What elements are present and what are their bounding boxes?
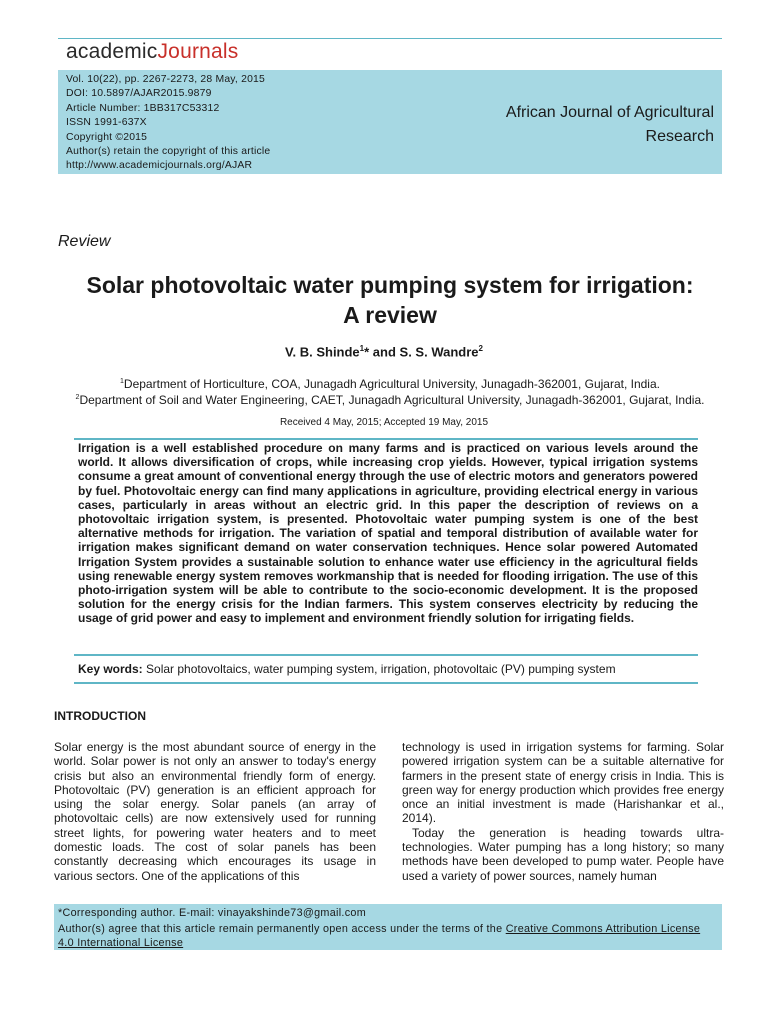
author-affil-sup: 2 bbox=[478, 344, 483, 353]
meta-url[interactable]: http://www.academicjournals.org/AJAR bbox=[66, 160, 253, 172]
corresponding-author-email: *Corresponding author. E-mail: vinayakshinde73@gmail.com bbox=[58, 907, 367, 919]
affiliation-1 bbox=[40, 375, 740, 391]
affiliation-sup: 1 bbox=[120, 378, 124, 385]
abstract-bottom-rule bbox=[74, 654, 698, 656]
affiliation-text: Department of Soil and Water Engineering, CAET, Junagadh Agricultural University, Junagadh-362001, Gujarat, India. bbox=[79, 393, 705, 407]
corresponding-star: * bbox=[364, 344, 370, 360]
affiliation-sup: 2 bbox=[75, 394, 80, 401]
license-link[interactable]: Creative Commons Attribution License 4.0 International License bbox=[58, 923, 701, 949]
paper-title-line2: A review bbox=[343, 302, 437, 328]
body-column-left bbox=[54, 740, 376, 883]
license-text: Author(s) agree that this article remain permanently open access under the terms of the bbox=[58, 923, 506, 935]
article-type: Review bbox=[58, 233, 111, 250]
journal-name bbox=[414, 101, 714, 149]
journal-name-line2: Research bbox=[645, 128, 714, 145]
body-column-right bbox=[402, 740, 724, 883]
keywords-list: Solar photovoltaics, water pumping system, irrigation, photovoltaic (PV) pumping system bbox=[142, 662, 616, 676]
body-paragraph: Solar energy is the most abundant source of energy in the world. Solar power is not only an answer to today's energy crisis but also an environmental friendly form of energy. Photovoltaic (PV) generation is an efficient approach for using the solar energy. Solar panels (an array of photovoltaic cells) are now extensively used for running street lights, for powering water heaters and to meet domestic loads. The cost of solar panels has been constantly decreasing which encourages its usage in various sectors. One of the applications of this bbox=[54, 740, 376, 883]
publisher-logo bbox=[66, 40, 238, 64]
author-name: V. B. Shinde bbox=[285, 344, 360, 360]
publisher-logo-journals: Journals bbox=[157, 40, 239, 63]
abstract-top-rule bbox=[74, 438, 698, 440]
author-name: S. S. Wandre bbox=[399, 344, 479, 360]
body-paragraph: technology is used in irrigation systems for farming. Solar powered irrigation system can be a suitable alternative for farmers in the present state of energy crisis in India. This is green way for energy production which provides free energy once an initial investment is made (Harishankar et al., 2014). bbox=[402, 740, 724, 826]
meta-doi: DOI: 10.5897/AJAR2015.9879 bbox=[66, 88, 212, 100]
author-and: and bbox=[369, 344, 400, 360]
paper-title bbox=[40, 270, 740, 330]
author-list bbox=[0, 344, 768, 359]
received-accepted-dates: Received 4 May, 2015; Accepted 19 May, 2015 bbox=[279, 417, 489, 428]
keywords-label: Key words: bbox=[78, 662, 143, 676]
journal-name-line1: African Journal of Agricultural bbox=[505, 104, 714, 121]
meta-article-number: Article Number: 1BB317C53312 bbox=[66, 102, 220, 114]
publisher-logo-academic: academic bbox=[66, 40, 158, 63]
paper-title-line1: Solar photovoltaic water pumping system for irrigation: bbox=[86, 272, 694, 298]
author-affil-sup: 1 bbox=[359, 344, 365, 353]
journal-info-box bbox=[58, 70, 722, 174]
affiliations bbox=[40, 375, 740, 407]
keywords bbox=[78, 662, 698, 676]
affiliation-2 bbox=[40, 391, 740, 407]
body-paragraph: Today the generation is heading towards ultra-technologies. Water pumping has a long history; so many methods have been developed to pump water. People have used a variety of power sources, namely human bbox=[402, 825, 724, 883]
license-note bbox=[58, 922, 718, 950]
keywords-bottom-rule bbox=[74, 682, 698, 684]
meta-volume: Vol. 10(22), pp. 2267-2273, 28 May, 2015 bbox=[66, 74, 266, 85]
meta-issn: ISSN 1991-637X bbox=[66, 117, 147, 129]
section-heading-introduction: INTRODUCTION bbox=[54, 709, 146, 723]
affiliation-text: Department of Horticulture, COA, Junagadh Agricultural University, Junagadh-362001, Gujarat, India. bbox=[123, 377, 660, 391]
article-meta bbox=[66, 73, 270, 174]
header-rule bbox=[58, 38, 722, 39]
abstract-text: Irrigation is a well established procedure on many farms and is practiced on various levels around the world. It allows diversification of crops, while increasing crop yields. However, typical irrigation systems consume a great amount of conventional energy through the use of electric motors and generators powered by fuel. Photovoltaic energy can find many applications in agriculture, providing electrical energy in various cases, particularly in areas without an electric grid. In this paper the description of reviews on a photovoltaic irrigation system, is presented. Photovoltaic water pumping system is one of the best alternative methods for irrigation. The variation of spatial and temporal distribution of available water for irrigation makes significant demand on water conservation techniques. Hence solar powered Automated Irrigation System provides a sustainable solution to enhance water use efficiency in the agricultural fields using renewable energy system removes workmanship that is needed for flooding irrigation. The use of this photo-irrigation system will be able to contribute to the socio-economic development. It is the proposed solution for the energy crisis for the Indian farmers. This system conserves electricity by reducing the usage of grid power and easy to implement and environment friendly solution for irrigating fields. bbox=[78, 441, 698, 626]
meta-copyright: Copyright ©2015 bbox=[66, 131, 148, 143]
footnote-box bbox=[54, 904, 722, 950]
meta-rights: Author(s) retain the copyright of this article bbox=[66, 146, 271, 158]
